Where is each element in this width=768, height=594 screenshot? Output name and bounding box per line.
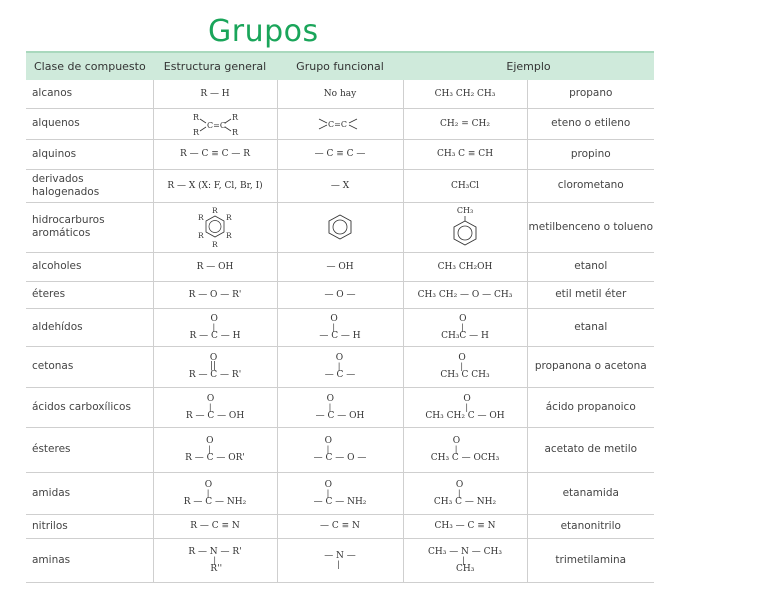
clase-cell: nitrilos	[26, 514, 153, 538]
oxygen-label: O	[330, 313, 338, 324]
clase-cell: ácidos carboxílicos	[26, 387, 153, 427]
nombre-cell: propano	[527, 80, 654, 108]
clase-cell: aldehídos	[26, 308, 153, 346]
svg-text:R: R	[198, 213, 204, 222]
ejemplo-cell: O | CH₃C — H	[403, 308, 527, 346]
benzene-ring-icon	[325, 212, 355, 242]
svg-text:R: R	[226, 231, 232, 240]
grupo-cell: — C ≡ N	[277, 514, 403, 538]
functional-groups-table	[26, 51, 654, 583]
table-row	[26, 281, 654, 308]
oxygen-label: O	[452, 436, 461, 446]
oxygen-label: O	[459, 313, 467, 324]
estructura-cell	[153, 202, 277, 252]
ejemplo-cell: CH₃ C ≡ CH	[403, 139, 527, 169]
table-row	[26, 538, 654, 582]
formula-line: CH₃ — N — CH₃	[427, 546, 502, 557]
svg-text:R: R	[232, 112, 239, 122]
alkene-group	[315, 114, 365, 134]
nombre-cell: trimetilamina	[527, 538, 654, 582]
r-substituent-label: R''	[210, 563, 223, 574]
ejemplo-cell: CH₃ — N — CH₃ | CH₃	[403, 538, 527, 582]
formula-line: CH₃ C — NH₂	[433, 496, 497, 507]
clase-cell: amidas	[26, 472, 153, 514]
clase-cell: aminas	[26, 538, 153, 582]
oxygen-label: O	[463, 393, 471, 404]
formula-line: CH₃C — H	[441, 330, 489, 341]
ejemplo-cell: CH₃ CH₂ — O — CH₃	[403, 281, 527, 308]
estructura-cell: R — OH	[153, 252, 277, 281]
svg-text:R: R	[226, 213, 232, 222]
table-row	[26, 346, 654, 387]
estructura-cell: O | R — C — OH	[153, 387, 277, 427]
oxygen-label: O	[204, 479, 213, 490]
table-row	[26, 514, 654, 538]
grupo-cell: — N — |	[277, 538, 403, 582]
ejemplo-cell: O | CH₃ C — OCH₃	[403, 427, 527, 472]
table-row	[26, 387, 654, 427]
grupo-cell: O | — C — NH₂	[277, 472, 403, 514]
ejemplo-cell: CH₃ CH₂ CH₃	[403, 80, 527, 108]
header-grupo: Grupo funcional	[277, 52, 403, 80]
svg-text:R: R	[212, 240, 218, 249]
clase-cell: derivados halogenados	[26, 169, 153, 202]
nombre-cell: metilbenceno o tolueno	[527, 202, 654, 252]
grupo-cell: No hay	[277, 80, 403, 108]
svg-text:R: R	[198, 231, 204, 240]
estructura-cell: R — H	[153, 80, 277, 108]
clase-cell: cetonas	[26, 346, 153, 387]
nombre-cell: etanonitrilo	[527, 514, 654, 538]
oxygen-label: O	[209, 353, 218, 363]
formula-line: — C — H	[319, 330, 361, 341]
nombre-cell: acetato de metilo	[527, 427, 654, 472]
formula-line: R — N — R'	[188, 546, 242, 557]
ejemplo-cell	[403, 202, 527, 252]
formula-line: CH₃ CH₂ C — OH	[425, 410, 505, 421]
oxygen-label: O	[206, 436, 214, 446]
grupo-cell	[277, 108, 403, 139]
nombre-cell: clorometano	[527, 169, 654, 202]
estructura-cell: R — C ≡ N	[153, 514, 277, 538]
table-row	[26, 472, 654, 514]
svg-text:R: R	[212, 206, 218, 215]
table-row	[26, 139, 654, 169]
substituted-benzene-structure	[191, 204, 239, 250]
formula-line: R — C — OR'	[185, 453, 245, 463]
table-row	[26, 108, 654, 139]
ejemplo-cell: O | CH₃ CH₂ C — OH	[403, 387, 527, 427]
nombre-cell: etanamida	[527, 472, 654, 514]
clase-cell: éteres	[26, 281, 153, 308]
grupo-cell: — C ≡ C —	[277, 139, 403, 169]
grupo-cell: O | — C — OH	[277, 387, 403, 427]
nombre-cell: eteno o etileno	[527, 108, 654, 139]
svg-text:C=C: C=C	[328, 119, 347, 129]
oxygen-label: O	[335, 353, 344, 363]
oxygen-label: O	[326, 393, 335, 404]
estructura-cell: R — X (X: F, Cl, Br, I)	[153, 169, 277, 202]
ejemplo-cell: CH₃Cl	[403, 169, 527, 202]
nombre-cell: propino	[527, 139, 654, 169]
grupo-cell: — X	[277, 169, 403, 202]
estructura-cell: O | R — C — NH₂	[153, 472, 277, 514]
table-row	[26, 202, 654, 252]
table-row	[26, 80, 654, 108]
estructura-cell: R — C ≡ C — R	[153, 139, 277, 169]
grupo-cell: — OH	[277, 252, 403, 281]
clase-cell: alquinos	[26, 139, 153, 169]
grupo-cell: O | — C — O —	[277, 427, 403, 472]
alkene-general-structure	[183, 110, 247, 138]
ejemplo-cell: CH₃ — C ≡ N	[403, 514, 527, 538]
formula-line: CH₃ C — OCH₃	[430, 453, 500, 463]
oxygen-label: O	[455, 479, 464, 490]
table-row	[26, 308, 654, 346]
estructura-cell: O || R — C — R'	[153, 346, 277, 387]
nombre-cell: etanol	[527, 252, 654, 281]
estructura-cell: O | R — C — H	[153, 308, 277, 346]
estructura-cell: R — O — R'	[153, 281, 277, 308]
clase-cell: ésteres	[26, 427, 153, 472]
table-row	[26, 252, 654, 281]
formula-line: CH₃ C CH₃	[440, 370, 490, 380]
oxygen-label: O	[206, 393, 215, 404]
formula-line: R — C — NH₂	[183, 496, 247, 507]
toluene-ring-icon	[450, 216, 480, 248]
formula-line: — C — O —	[313, 453, 367, 463]
toluene-ch3-label: CH₃	[456, 206, 474, 215]
ejemplo-cell: O | CH₃ C — NH₂	[403, 472, 527, 514]
grupo-cell: O | — C —	[277, 346, 403, 387]
formula-line: — C — NH₂	[313, 496, 367, 507]
clase-cell: alcoholes	[26, 252, 153, 281]
svg-text:R: R	[193, 112, 200, 122]
oxygen-label: O	[458, 353, 466, 363]
grupo-cell: — O —	[277, 281, 403, 308]
estructura-cell	[153, 108, 277, 139]
svg-text:R: R	[232, 127, 239, 137]
nombre-cell: etil metil éter	[527, 281, 654, 308]
formula-line: R — C — OH	[185, 410, 245, 421]
oxygen-label: O	[210, 313, 218, 324]
svg-text:R: R	[193, 127, 200, 137]
formula-line: R — C — H	[189, 330, 241, 341]
ch3-substituent-label: CH₃	[455, 563, 475, 574]
header-ejemplo: Ejemplo	[403, 52, 654, 80]
estructura-cell: R — N — R' | R''	[153, 538, 277, 582]
nombre-cell: etanal	[527, 308, 654, 346]
formula-line: — C — OH	[315, 410, 365, 421]
svg-text:C=C: C=C	[207, 120, 226, 130]
grupo-cell	[277, 202, 403, 252]
table-row	[26, 169, 654, 202]
header-row	[26, 52, 654, 80]
oxygen-label: O	[324, 479, 332, 490]
formula-line: — C —	[324, 370, 356, 380]
header-clase: Clase de compuesto	[26, 52, 153, 80]
nombre-cell: ácido propanoico	[527, 387, 654, 427]
estructura-cell: O | R — C — OR'	[153, 427, 277, 472]
grupo-cell: O | — C — H	[277, 308, 403, 346]
ejemplo-cell: CH₂ = CH₂	[403, 108, 527, 139]
clase-cell: alquenos	[26, 108, 153, 139]
oxygen-label: O	[324, 436, 333, 446]
header-estructura: Estructura general	[153, 52, 277, 80]
clase-cell: alcanos	[26, 80, 153, 108]
formula-line: R — C — R'	[188, 370, 242, 380]
nombre-cell: propanona o acetona	[527, 346, 654, 387]
page-title: Grupos	[208, 14, 319, 49]
table-row	[26, 427, 654, 472]
formula-line: — N —	[324, 550, 356, 561]
clase-cell: hidrocarburos aromáticos	[26, 202, 153, 252]
ejemplo-cell: O | CH₃ C CH₃	[403, 346, 527, 387]
ejemplo-cell: CH₃ CH₂OH	[403, 252, 527, 281]
